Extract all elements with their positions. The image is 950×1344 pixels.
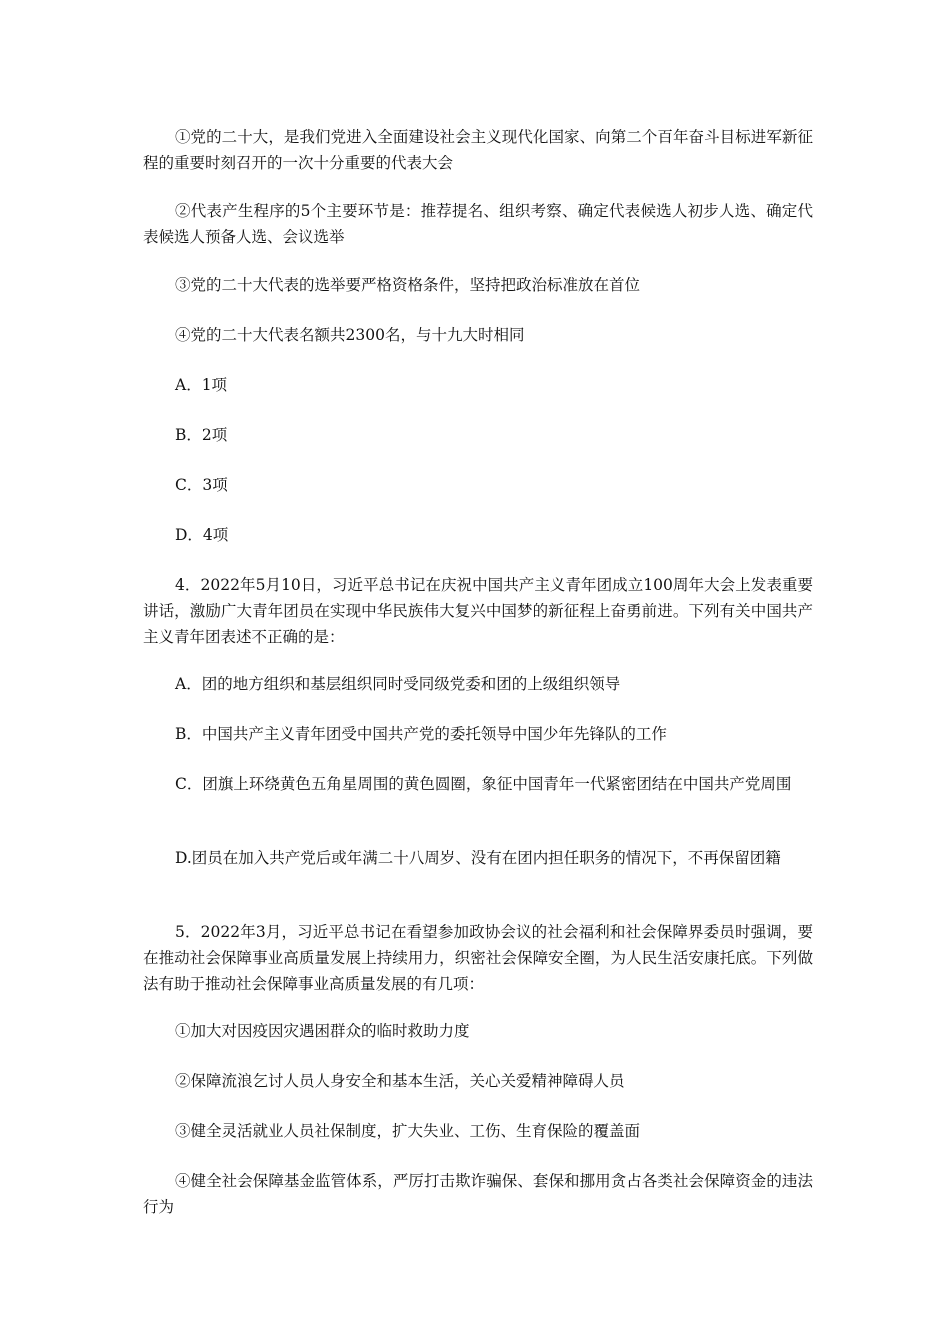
q5-statement-1: ①加大对因疫因灾遇困群众的临时救助力度 [175,1022,470,1040]
q5-statement-3: ③健全灵活就业人员社保制度，扩大失业、工伤、生育保险的覆盖面 [175,1122,641,1140]
option-a: A．1项 [175,376,228,394]
q4-option-b: B．中国共产主义青年团受中国共产党的委托领导中国少年先锋队的工作 [175,725,667,743]
q5-statement-2: ②保障流浪乞讨人员人身安全和基本生活，关心关爱精神障碍人员 [175,1072,625,1090]
question-5: 5．2022年3月，习近平总书记在看望参加政协会议的社会福利和社会保障界委员时强调，要在推动社会保障事业高质量发展上持续用力，织密社会保障安全圈，为人民生活安康托底。下列做法有助于推动社会保障事业高质量发展的有几项： [143,923,813,993]
q4-option-c: C．团旗上环绕黄色五角星周围的黄色圆圈，象征中国青年一代紧密团结在中国共产党周围 [175,775,792,793]
question-4: 4．2022年5月10日，习近平总书记在庆祝中国共产主义青年团成立100周年大会上发表重要讲话，激励广大青年团员在实现中华民族伟大复兴中国梦的新征程上奋勇前进。下列有关中国共产主义青年团表述不正确的是： [143,576,813,646]
q5-statement-4: ④健全社会保障基金监管体系，严厉打击欺诈骗保、套保和挪用贪占各类社会保障资金的违法行为 [143,1172,813,1216]
option-d: D．4项 [175,526,229,544]
statement-3: ③党的二十大代表的选举要严格资格条件，坚持把政治标准放在首位 [175,276,641,294]
option-c: C．3项 [175,476,228,494]
q4-option-d: D.团员在加入共产党后或年满二十八周岁、没有在团内担任职务的情况下，不再保留团籍 [175,849,781,867]
statement-1: ①党的二十大，是我们党进入全面建设社会主义现代化国家、向第二个百年奋斗目标进军新征程的重要时刻召开的一次十分重要的代表大会 [143,128,813,172]
statement-4: ④党的二十大代表名额共2300名，与十九大时相同 [175,326,525,344]
statement-2: ②代表产生程序的5个主要环节是：推荐提名、组织考察、确定代表候选人初步人选、确定代表候选人预备人选、会议选举 [143,202,813,246]
q4-option-a: A．团的地方组织和基层组织同时受同级党委和团的上级组织领导 [175,675,621,693]
option-b: B．2项 [175,426,228,444]
